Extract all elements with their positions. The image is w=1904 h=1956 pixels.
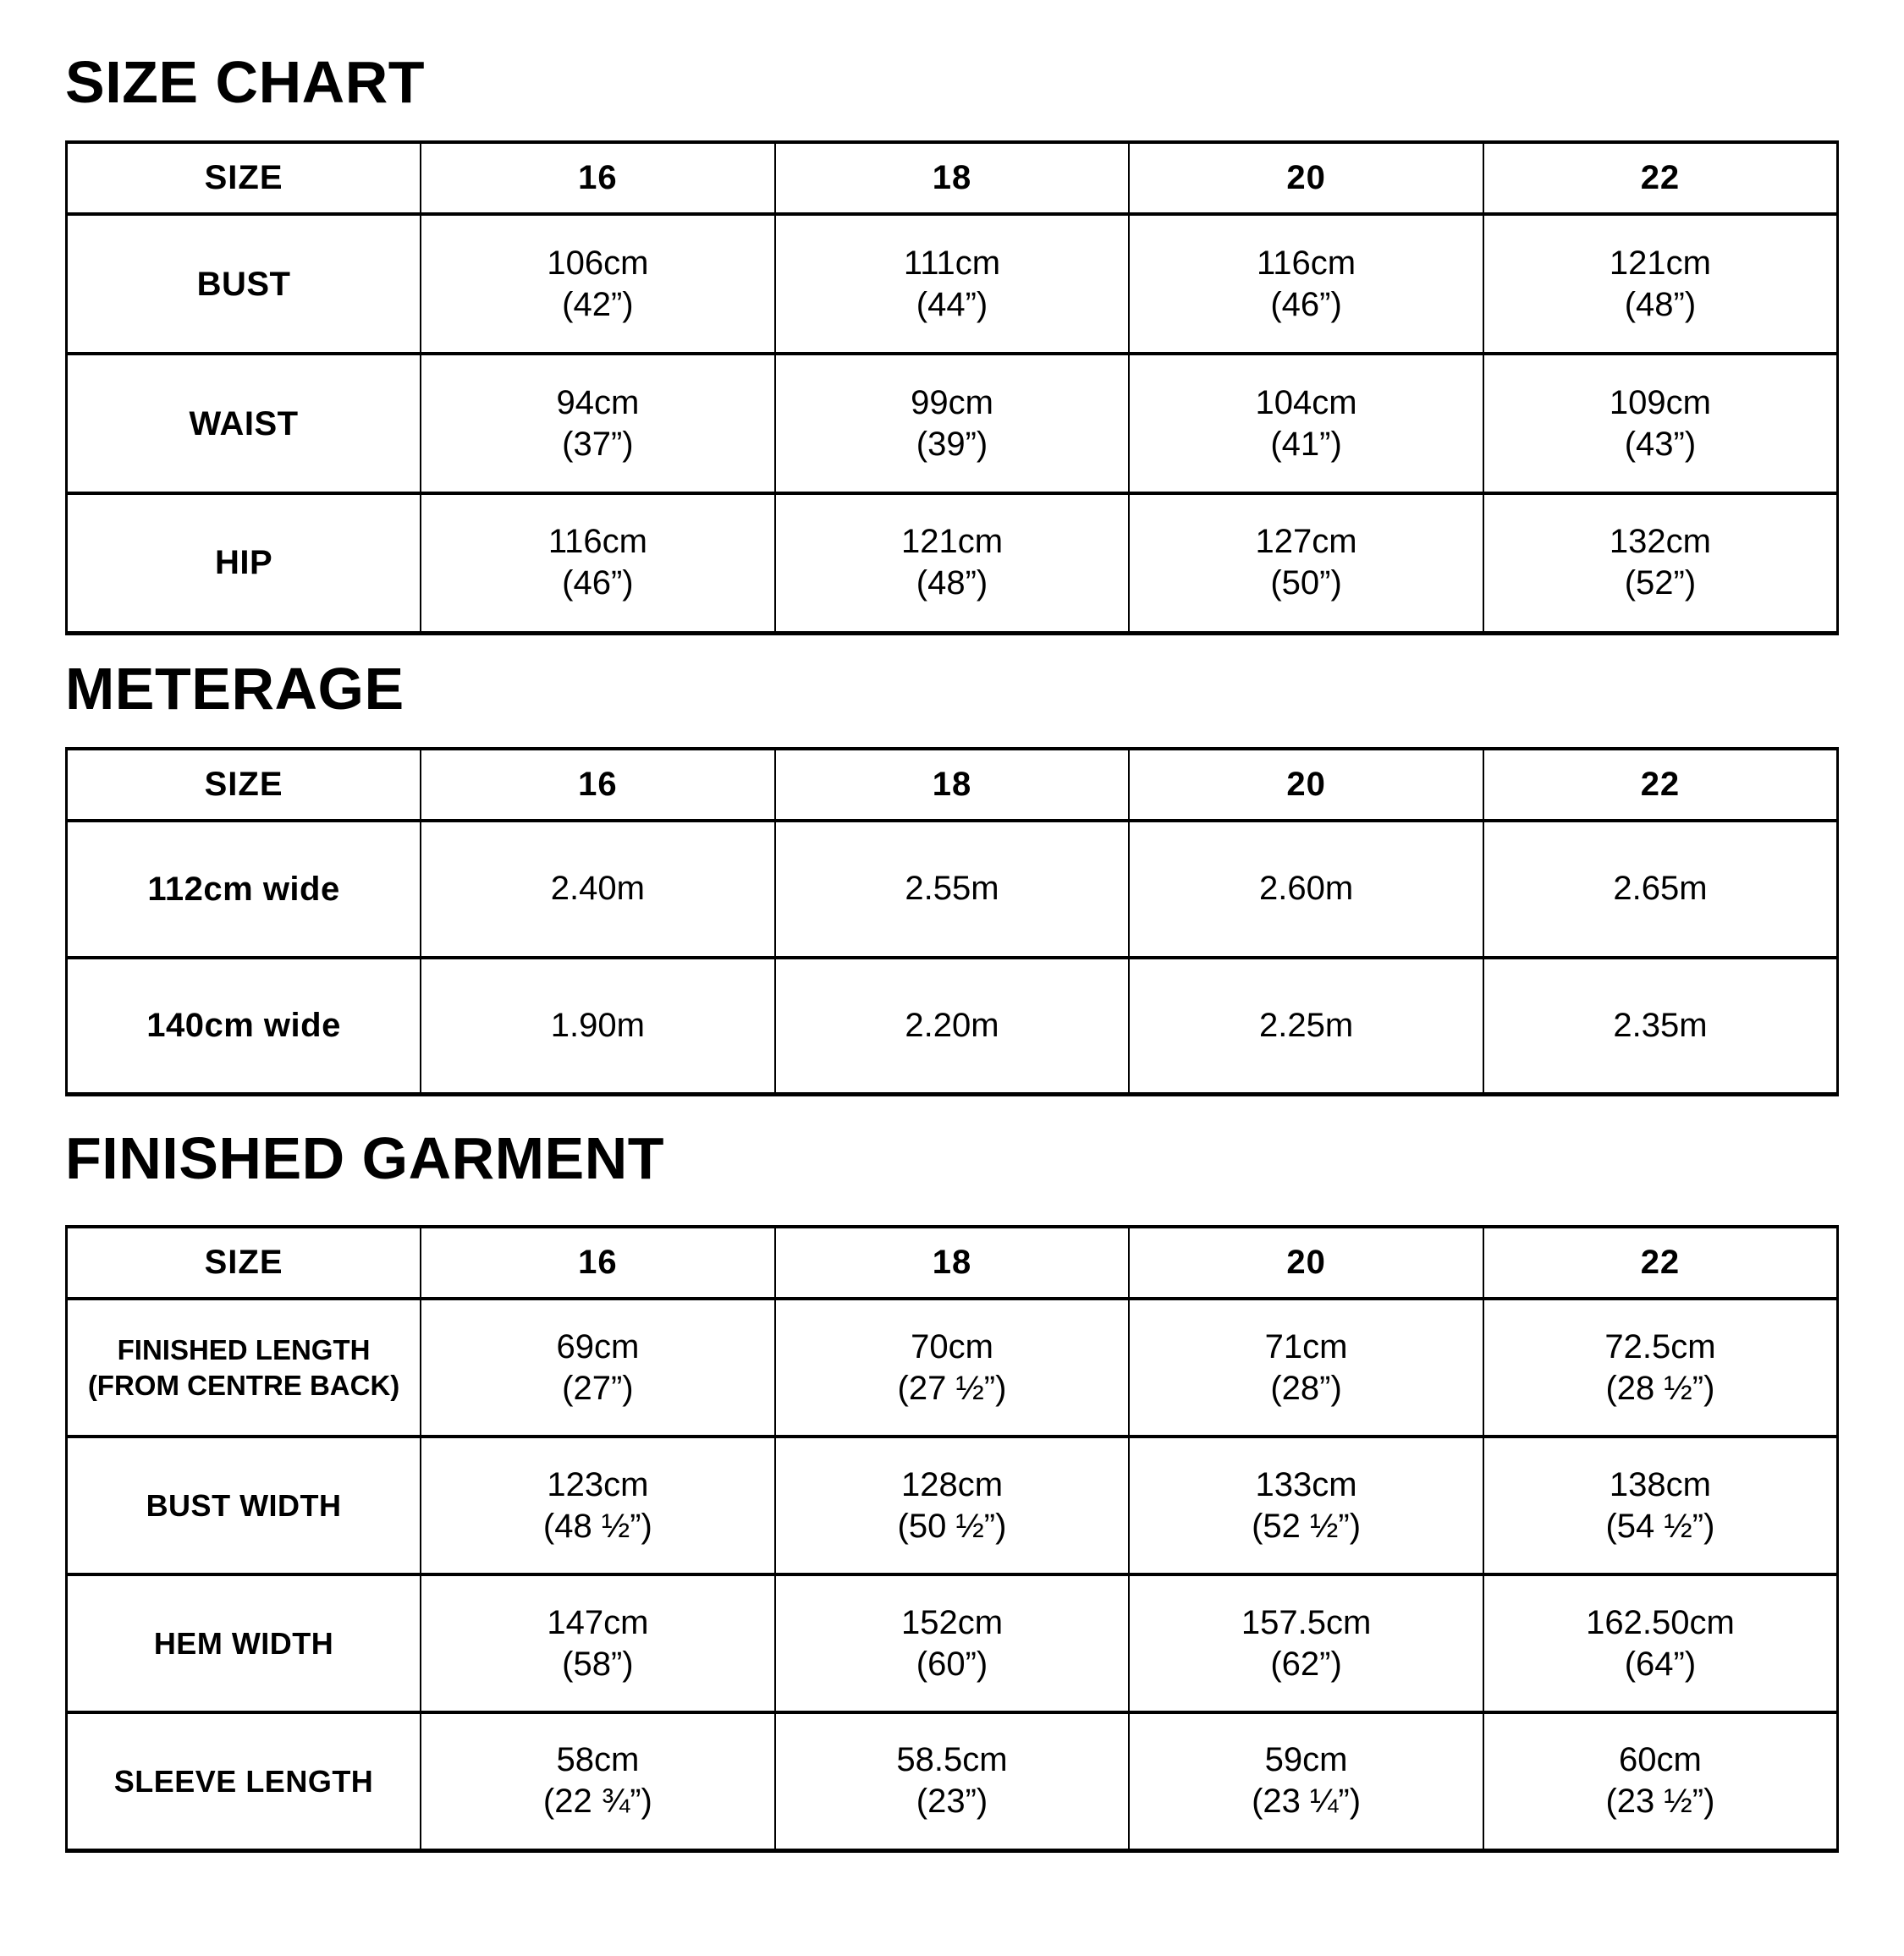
table-cell: 162.50cm (64”)	[1483, 1574, 1838, 1712]
table-cell: 59cm (23 ¼”)	[1129, 1712, 1483, 1850]
row-label: HEM WIDTH	[67, 1574, 421, 1712]
row-label: FINISHED LENGTH (FROM CENTRE BACK)	[67, 1299, 421, 1437]
section-meterage	[65, 655, 1839, 1097]
row-label: SLEEVE LENGTH	[67, 1712, 421, 1850]
section-title-size-chart: SIZE CHART	[65, 49, 425, 115]
table-cell: 132cm (52”)	[1483, 493, 1838, 633]
header-cell-size-22: 22	[1483, 142, 1838, 214]
header-cell-size-22: 22	[1483, 749, 1838, 821]
table-cell: 1.90m	[421, 958, 775, 1095]
table-cell: 2.55m	[775, 821, 1130, 958]
header-cell-size-18: 18	[775, 142, 1130, 214]
table-cell: 2.35m	[1483, 958, 1838, 1095]
table-cell: 157.5cm (62”)	[1129, 1574, 1483, 1712]
table-cell: 94cm (37”)	[421, 354, 775, 493]
table-cell: 109cm (43”)	[1483, 354, 1838, 493]
table-cell: 2.40m	[421, 821, 775, 958]
table-cell: 99cm (39”)	[775, 354, 1130, 493]
table-row	[67, 1437, 1838, 1574]
section-title-finished-garment: FINISHED GARMENT	[65, 1125, 664, 1191]
table-cell: 152cm (60”)	[775, 1574, 1130, 1712]
table-cell: 2.65m	[1483, 821, 1838, 958]
table-cell: 121cm (48”)	[775, 493, 1130, 633]
meterage-table	[65, 747, 1839, 1097]
section-finished-garment	[65, 1125, 1839, 1853]
table-cell: 106cm (42”)	[421, 214, 775, 354]
table-cell: 121cm (48”)	[1483, 214, 1838, 354]
row-label: WAIST	[67, 354, 421, 493]
header-cell-size-22: 22	[1483, 1227, 1838, 1299]
table-cell: 133cm (52 ½”)	[1129, 1437, 1483, 1574]
header-cell-size-16: 16	[421, 1227, 775, 1299]
header-cell-size-label: SIZE	[67, 749, 421, 821]
row-label: HIP	[67, 493, 421, 633]
table-row	[67, 1299, 1838, 1437]
header-cell-size-16: 16	[421, 142, 775, 214]
table-cell: 58.5cm (23”)	[775, 1712, 1130, 1850]
table-cell: 58cm (22 ¾”)	[421, 1712, 775, 1850]
table-cell: 60cm (23 ½”)	[1483, 1712, 1838, 1850]
row-label: 140cm wide	[67, 958, 421, 1095]
table-row	[67, 958, 1838, 1095]
table-row	[67, 354, 1838, 493]
table-row	[67, 821, 1838, 958]
table-cell: 69cm (27”)	[421, 1299, 775, 1437]
table-cell: 147cm (58”)	[421, 1574, 775, 1712]
table-cell: 2.60m	[1129, 821, 1483, 958]
header-row	[67, 142, 1838, 214]
section-size-chart	[65, 49, 1839, 635]
table-row	[67, 493, 1838, 633]
table-cell: 72.5cm (28 ½”)	[1483, 1299, 1838, 1437]
size-chart-page	[0, 49, 1904, 1853]
header-row	[67, 749, 1838, 821]
section-title-meterage: METERAGE	[65, 655, 404, 722]
table-cell: 71cm (28”)	[1129, 1299, 1483, 1437]
table-cell: 138cm (54 ½”)	[1483, 1437, 1838, 1574]
header-cell-size-20: 20	[1129, 1227, 1483, 1299]
table-cell: 128cm (50 ½”)	[775, 1437, 1130, 1574]
row-label: BUST WIDTH	[67, 1437, 421, 1574]
header-row	[67, 1227, 1838, 1299]
table-cell: 111cm (44”)	[775, 214, 1130, 354]
header-cell-size-18: 18	[775, 749, 1130, 821]
header-cell-size-16: 16	[421, 749, 775, 821]
table-cell: 104cm (41”)	[1129, 354, 1483, 493]
header-cell-size-label: SIZE	[67, 142, 421, 214]
header-cell-size-18: 18	[775, 1227, 1130, 1299]
header-cell-size-20: 20	[1129, 142, 1483, 214]
table-row	[67, 214, 1838, 354]
finished-garment-table	[65, 1225, 1839, 1853]
table-cell: 127cm (50”)	[1129, 493, 1483, 633]
header-cell-size-label: SIZE	[67, 1227, 421, 1299]
table-cell: 2.25m	[1129, 958, 1483, 1095]
row-label: 112cm wide	[67, 821, 421, 958]
row-label: BUST	[67, 214, 421, 354]
table-cell: 123cm (48 ½”)	[421, 1437, 775, 1574]
table-cell: 70cm (27 ½”)	[775, 1299, 1130, 1437]
table-cell: 2.20m	[775, 958, 1130, 1095]
size-chart-table	[65, 140, 1839, 635]
table-cell: 116cm (46”)	[421, 493, 775, 633]
header-cell-size-20: 20	[1129, 749, 1483, 821]
table-row	[67, 1574, 1838, 1712]
table-row	[67, 1712, 1838, 1850]
table-cell: 116cm (46”)	[1129, 214, 1483, 354]
